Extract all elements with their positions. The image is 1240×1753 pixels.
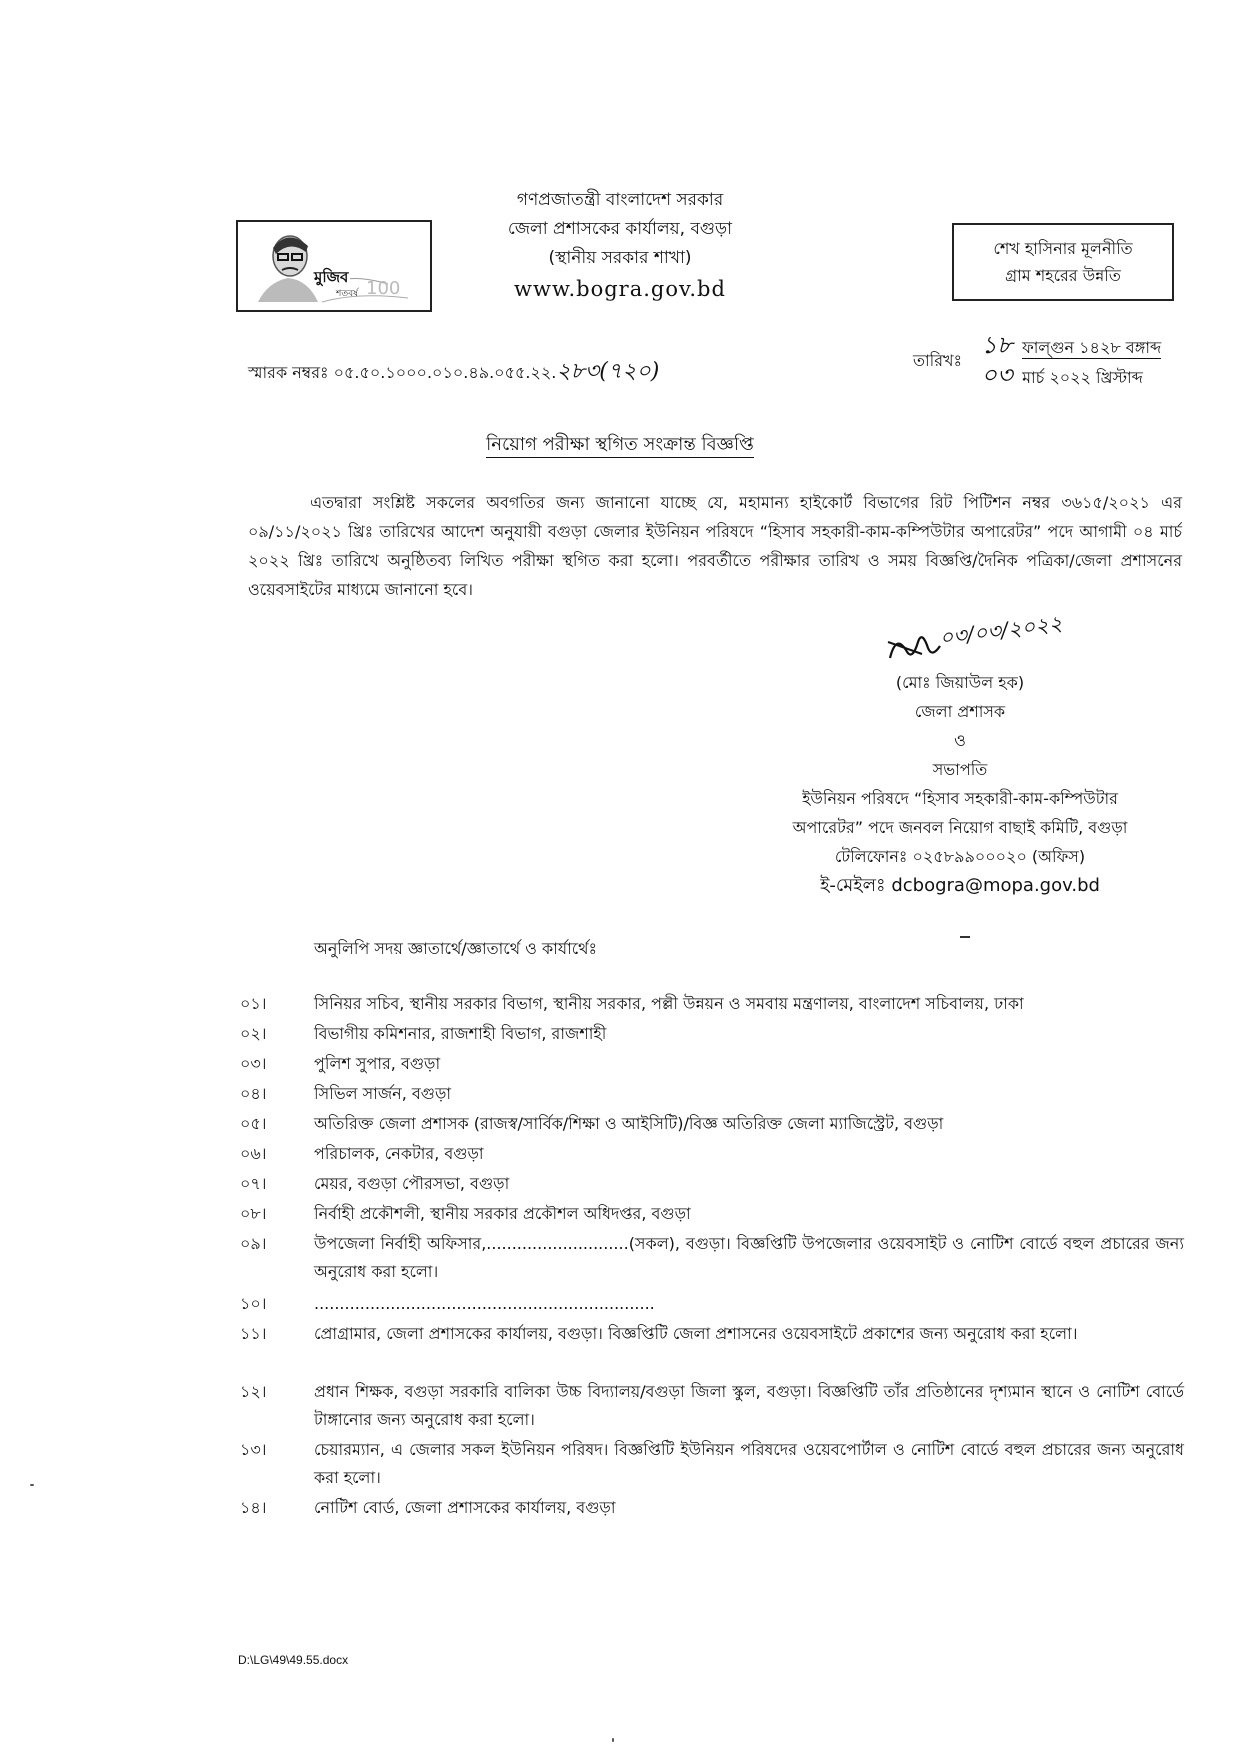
item-text: প্রধান শিক্ষক, বগুড়া সরকারি বালিকা উচ্চ বিদ্যালয়/বগুড়া জিলা স্কুল, বগুড়া। বিজ্ঞপ্তিটি তাঁর প্রতিষ্ঠানের দৃশ্যমান স্থানে ও নোটিশ বোর্ডে টাঙ্গানোর জন্য অনুরোধ করা হলো। (314, 1382, 1184, 1429)
item-text: নোটিশ বোর্ড, জেলা প্রশাসকের কার্যালয়, বগুড়া (314, 1498, 616, 1517)
signature (882, 611, 1092, 670)
item-text: সিনিয়র সচিব, স্থানীয় সরকার বিভাগ, স্থানীয় সরকার, পল্লী উন্নয়ন ও সমবায় মন্ত্রণালয়, বাংলাদেশ সচিবালয়, ঢাকা (314, 994, 1024, 1013)
logo-subtext: শতবর্ষ (336, 289, 359, 299)
email-line (740, 871, 1180, 900)
website-link[interactable]: www.bogra.gov.bd (514, 277, 726, 301)
item-text: নির্বাহী প্রকৌশলী, স্থানীয় সরকার প্রকৌশল অধিদপ্তর, বগুড়া (314, 1204, 691, 1223)
notice-body: এতদ্বারা সংশ্লিষ্ট সকলের অবগতির জন্য জানানো যাচ্ছে যে, মহামান্য হাইকোর্ট বিভাগের রিট পিটিশন নম্বর ৩৬১৫/২০২১ এর ০৯/১১/২০২১ খ্রিঃ তারিখের আদেশ অনুযায়ী বগুড়া জেলার ইউনিয়ন পরিষদে “হিসাব সহকারী-কাম-কম্পিউটার অপারেটর” পদে আগামী ০৪ মার্চ ২০২২ খ্রিঃ তারিখে অনুষ্ঠিতব্য লিখিত পরীক্ষা স্থগিত করা হলো। পরবর্তীতে পরীক্ষার তারিখ ও সময় বিজ্ঞপ্তি/দৈনিক পত্রিকা/জেলা প্রশাসনের ওয়েবসাইটের মাধ্যমে জানানো হবে। (248, 493, 1182, 599)
item-text: পুলিশ সুপার, বগুড়া (314, 1054, 441, 1073)
motto-line-2: গ্রাম শহরের উন্নতি (1005, 266, 1121, 285)
memo-number (248, 354, 659, 391)
signature-date: ০৩/০৩/২০২২ (938, 611, 1064, 651)
memo-label: স্মারক নম্বরঃ (248, 363, 329, 382)
logo-text: মুজিব (312, 266, 350, 291)
phone-number: টেলিফোনঃ ০২৫৮৯৯০০০২০ (অফিস) (834, 847, 1086, 866)
office-name: জেলা প্রশাসকের কার্যালয়, বগুড়া (507, 219, 733, 239)
bangla-day: ১৮ (981, 331, 1013, 359)
item-text: ................................................................... (314, 1294, 655, 1313)
stray-mark (960, 936, 970, 938)
signatory-and: ও (954, 731, 966, 750)
item-number: ০৪। (240, 1084, 267, 1103)
subject-text: নিয়োগ পরীক্ষা স্থগিত সংক্রান্ত বিজ্ঞপ্তি (486, 434, 754, 458)
item-number: ০৫। (240, 1114, 267, 1133)
motto-line-1: শেখ হাসিনার মূলনীতি (993, 239, 1133, 258)
item-number: ০৮। (240, 1204, 267, 1223)
mujib-borsho-logo (236, 220, 432, 312)
item-number: ১১। (240, 1324, 267, 1343)
item-number: ১৩। (240, 1440, 267, 1459)
date-label: তারিখঃ (913, 351, 963, 370)
email-label: ই-মেইলঃ (820, 875, 886, 896)
item-number: ০২। (240, 1024, 267, 1043)
item-number: ১০। (240, 1294, 267, 1313)
item-number: ০৭। (240, 1174, 267, 1193)
item-text: অতিরিক্ত জেলা প্রশাসক (রাজস্ব/সার্বিক/শিক্ষা ও আইসিটি)/বিজ্ঞ অতিরিক্ত জেলা ম্যাজিস্ট্রেট, বগুড়া (314, 1114, 944, 1133)
item-text: মেয়র, বগুড়া পৌরসভা, বগুড়া (314, 1174, 510, 1193)
item-text: প্রোগ্রামার, জেলা প্রশাসকের কার্যালয়, বগুড়া। বিজ্ঞপ্তিটি জেলা প্রশাসনের ওয়েবসাইটে প্রকাশের জন্য অনুরোধ করা হলো। (314, 1324, 1078, 1343)
bangla-date: ফাল্গুন ১৪২৮ বঙ্গাব্দ (1022, 338, 1162, 357)
english-day: ০৩ (981, 361, 1013, 389)
signatory-block (740, 668, 1180, 900)
item-number: ০১। (240, 994, 267, 1013)
committee-line-2: অপারেটর” পদে জনবল নিয়োগ বাছাই কমিটি, বগুড়া (792, 818, 1128, 837)
english-date: মার্চ ২০২২ খ্রিস্টাব্দ (1022, 368, 1143, 387)
subject (0, 430, 1240, 461)
item-number: ০৬। (240, 1144, 267, 1163)
signatory-name: (মোঃ জিয়াউল হক) (895, 673, 1025, 692)
item-text: বিভাগীয় কমিশনার, রাজশাহী বিভাগ, রাজশাহী (314, 1024, 607, 1043)
memo-value: ০৫.৫০.১০০০.০১০.৪৯.০৫৫.২২. (333, 363, 557, 382)
scan-speck (612, 1738, 614, 1742)
committee-line-1: ইউনিয়ন পরিষদে “হিসাব সহকারী-কাম-কম্পিউটার (802, 789, 1118, 808)
item-number: ০৩। (240, 1054, 267, 1073)
signatory-title: জেলা প্রশাসক (914, 702, 1006, 721)
item-number: ১২। (240, 1382, 267, 1401)
item-text: সিভিল সার্জন, বগুড়া (314, 1084, 452, 1103)
scan-speck (30, 1484, 34, 1486)
govt-name: গণপ্রজাতন্ত্রী বাংলাদেশ সরকার (516, 190, 724, 210)
email-address[interactable]: dcbogra@mopa.gov.bd (891, 875, 1100, 896)
file-path: D:\LG\49\49.55.docx (238, 1653, 349, 1667)
item-text: উপজেলা নির্বাহী অফিসার,............................(সকল), বগুড়া। বিজ্ঞপ্তিটি উপজেলার ওয়েবসাইট ও নোটিশ বোর্ডে বহুল প্রচারের জন্য অনুরোধ করা হলো। (314, 1234, 1184, 1281)
copy-heading: অনুলিপি সদয় জ্ঞাতার্থে/জ্ঞাতার্থে ও কার্যার্থেঃ (314, 939, 598, 958)
item-text: চেয়ারম্যান, এ জেলার সকল ইউনিয়ন পরিষদ। বিজ্ঞপ্তিটি ইউনিয়ন পরিষদের ওয়েবপোর্টাল ও নোটিশ বোর্ডে বহুল প্রচারের জন্য অনুরোধ করা হলো। (314, 1440, 1184, 1487)
item-text: পরিচালক, নেকটার, বগুড়া (314, 1144, 484, 1163)
item-number: ১৪। (240, 1498, 267, 1517)
signatory-role: সভাপতি (932, 760, 988, 779)
logo-year: 100 (366, 278, 401, 299)
date-block (913, 330, 1183, 394)
memo-handwritten: ২৮৩(৭২০) (556, 359, 660, 384)
item-number: ০৯। (240, 1234, 267, 1253)
branch-name: (স্থানীয় সরকার শাখা) (548, 248, 692, 268)
motto-box (952, 223, 1174, 301)
